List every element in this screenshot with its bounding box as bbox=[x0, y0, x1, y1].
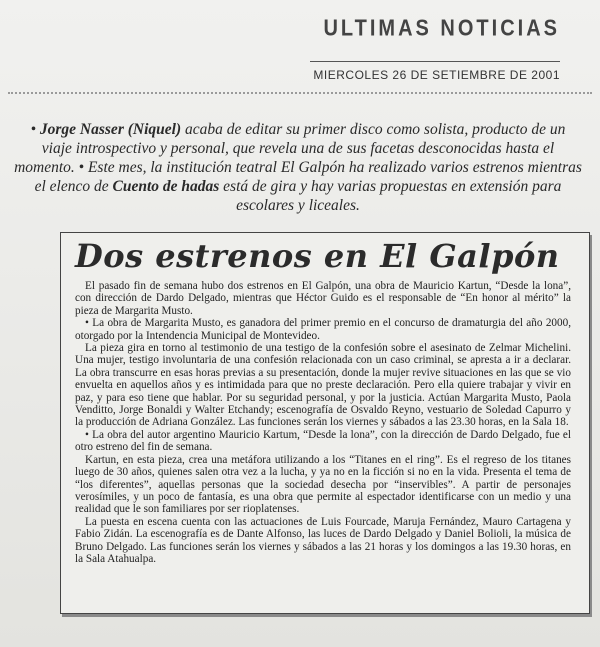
article-paragraph: La puesta en escena cuenta con las actuaciones de Luis Fourcade, Maruja Fernández, Mauro Cartagena y Fabio Zidán. La escenografía es de Dante Alfonso, las luces de Dardo Delgado y Daniel Bolioli, la música de Bruno Delgado. Las funciones serán los viernes y sábados a las 21 horas y los domingos a las 19.30 horas, en la Sala Atahualpa. bbox=[75, 515, 571, 565]
article-paragraph: La pieza gira en torno al testimonio de una testigo de la confesión sobre el asesinato de Zelmar Michelini. Una mujer, testigo involuntaria de una confesión relacionada con un caso criminal, se apresta a ir a declarar. La obra transcurre en esas horas previas a su presentación, donde la mujer revive situaciones en las que se vio envuelta en aquellos años y es intimidada para que no preste declaración. Pero ella quiere trabajar y vivir en paz, y para eso tiene que hablar. Por su seguridad personal, y por la justicia. Actúan Margarita Musto, Paola Venditto, Jorge Bonaldi y Walter Etchandy; escenografía de Osvaldo Reyno, vestuario de Soledad Capurro y la producción de Adriana González. Las funciones serán los viernes y sábados a las 23.30 horas, en la Sala 18. bbox=[75, 342, 571, 429]
dotted-divider bbox=[8, 92, 592, 94]
masthead-rule bbox=[310, 61, 560, 62]
brief-show-name: Cuento de hadas bbox=[112, 178, 220, 195]
masthead bbox=[313, 16, 560, 82]
article-paragraph: • La obra del autor argentino Mauricio Kartum, “Desde la lona”, con la dirección de Dardo Delgado, fue el otro estreno del fin de semana. bbox=[75, 428, 571, 454]
publication-date: MIERCOLES 26 DE SETIEMBRE DE 2001 bbox=[313, 68, 560, 82]
brief-name: Jorge Nasser (Niquel) bbox=[39, 121, 182, 138]
article-paragraph: El pasado fin de semana hubo dos estrenos en El Galpón, una obra de Mauricio Kartun, “Desde la lona”, con dirección de Dardo Delgado, mientras que Héctor Guido es el responsable de “En honor al mérito” la pieza de Margarita Musto. bbox=[75, 280, 571, 317]
article-box bbox=[60, 232, 590, 614]
article-paragraph: • La obra de Margarita Musto, es ganadora del primer premio en el concurso de dramaturgia del año 2000, otorgado por la Intendencia Municipal de Montevideo. bbox=[75, 317, 571, 342]
article-headline: Dos estrenos en El Galpón bbox=[75, 237, 560, 275]
newspaper-name: ULTIMAS NOTICIAS bbox=[323, 16, 560, 42]
brief-text-b: está de gira y hay varias propuestas en extensión para escolares y liceales. bbox=[219, 178, 562, 214]
brief-paragraph: • Jorge Nasser (Niquel) acaba de editar su primer disco como solista, producto de un viaje introspectivo y personal, que revela una de sus facetas desconocidas hasta el momento. • Este mes, la institución teatral El Galpón ha realizado varios estrenos mientras el elenco de Cuento de hadas está de gira y hay varias propuestas en extensión para escolares y liceales. bbox=[14, 121, 582, 214]
brief-text-a: acaba de editar su primer disco como solista, producto de un viaje introspectivo y personal, que revela una de sus facetas desconocidas hasta el momento. • Este mes, la institución teatral El Galpón ha realizado varios estrenos mientras el elenco de bbox=[14, 121, 582, 195]
article-body bbox=[75, 280, 571, 565]
article-paragraph: Kartun, en esta pieza, crea una metáfora utilizando a los “Titanes en el ring”. Es el regreso de los titanes luego de 30 años, quienes salen otra vez a la lucha, y ya no en la ficción si no en la vida. Presenta el tema de “los diferentes”, aquellas personas que la sociedad desecha por “inservibles”. A partir de personajes verosímiles, y un poco de fantasía, es una obra que permite al espectador identificarse con un medio y una realidad que le son familiares por ser rioplatenses. bbox=[75, 453, 571, 516]
